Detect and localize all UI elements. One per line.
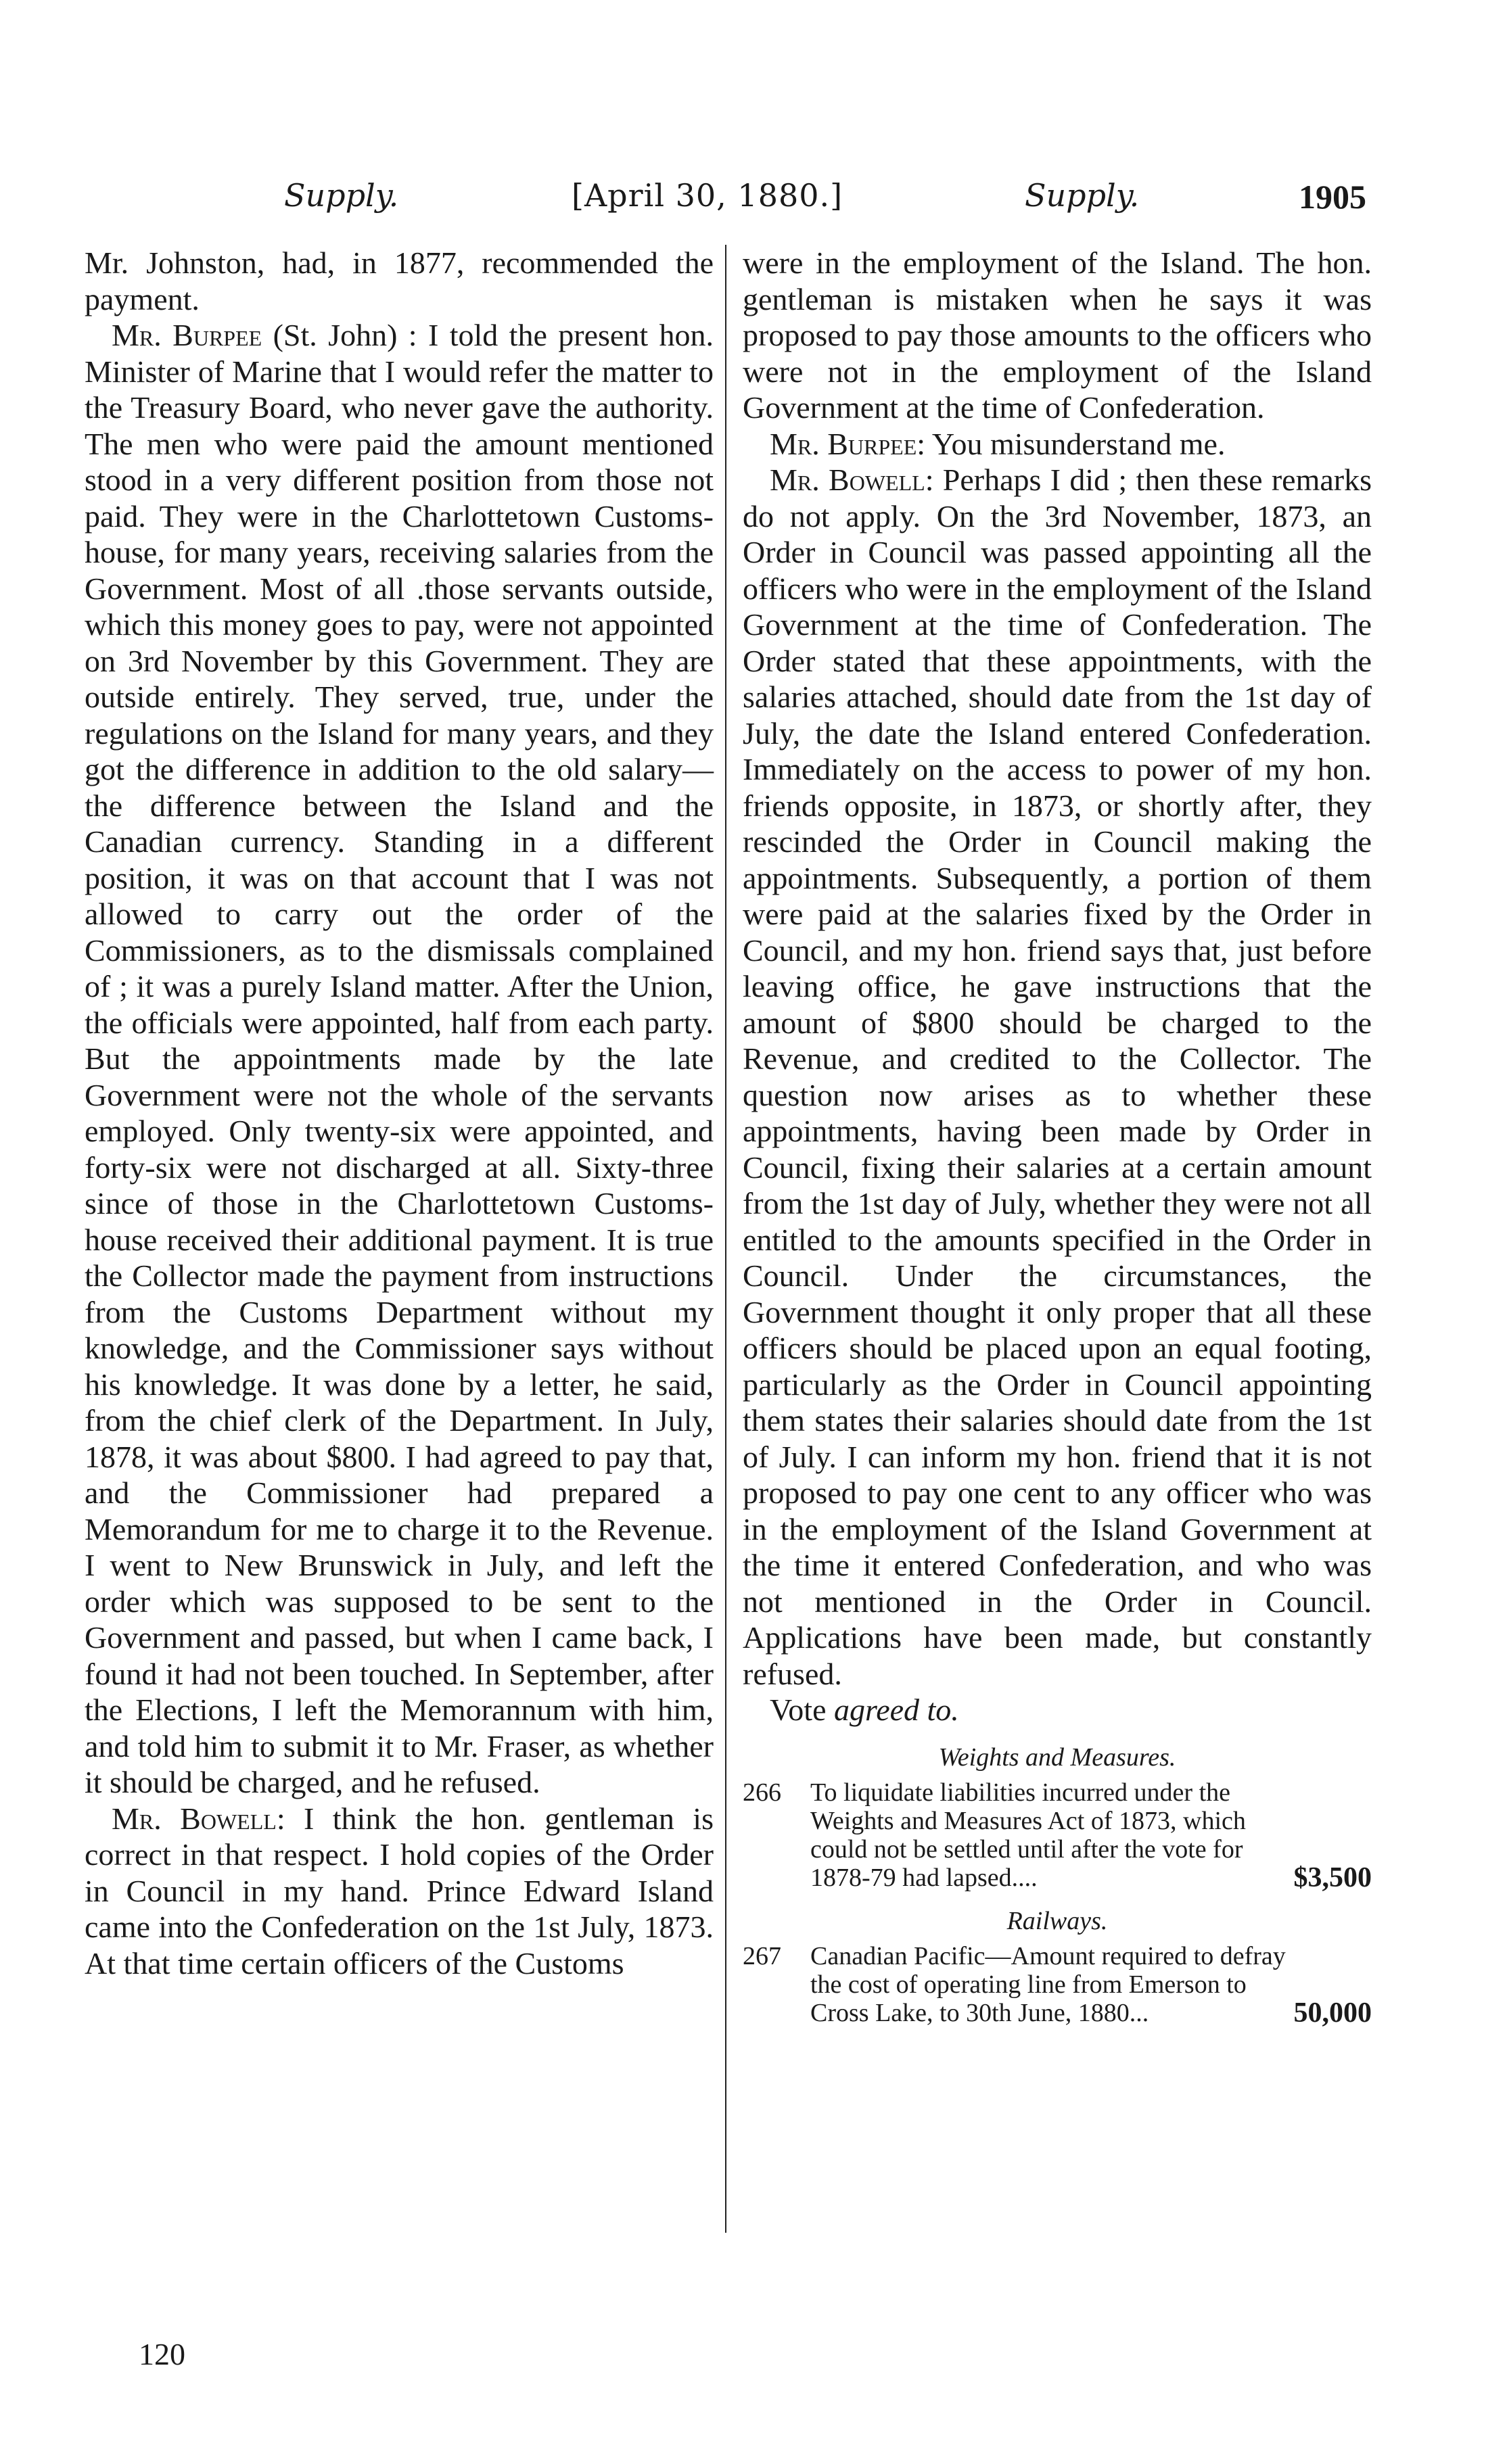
item-number: 266	[743, 1778, 781, 1807]
left-paragraph-3	[85, 1801, 714, 1982]
page-number: 1905	[1299, 178, 1366, 216]
speaker-name: Mr. Bowell	[112, 1801, 277, 1836]
right-paragraph-1: were in the employment of the Island. The hon. gentleman is mistaken when he says it was proposed to pay those amounts to the officers who were not in the employment of the Island Government at the time of Confederation.	[743, 245, 1372, 425]
item-amount: $3,500	[1293, 1862, 1372, 1893]
item-amount: 50,000	[1293, 1997, 1372, 2029]
section-heading-railways: Railways.	[1006, 1906, 1108, 1935]
left-paragraph-1: Mr. Johnston, had, in 1877, recommended the payment.	[85, 245, 714, 316]
vote-line	[743, 1692, 1372, 1728]
speaker-name: Mr. Burpee	[112, 318, 262, 352]
speech-text: : I think the hon. gentleman is correct in that respect. I hold copies of the Order in Council in my hand. Prince Edward Island came into the Confederation on the 1st July, 1873. At that time certain officers of the Customs	[85, 1801, 714, 1981]
speech-text: (St. John) : I told the present hon. Minister of Marine that I would refer the matter to the Treasury Board, who never gave the authority. The men who were paid the amount mentioned stood in a very different position from those not paid. They were in the Charlottetown Customs-house, for many years, receiving salaries from the Government. Most of all .those servants outside, which this money goes to pay, were not appointed on 3rd November by this Government. They are outside entirely. They served, true, under the regulations on the Island for many years, and they got the difference in addition to the old salary—the difference between the Island and the Canadian currency. Standing in a different position, it was on that account that I was not allowed to carry out the order of the Commissioners, as to the dismissals complained of ; it was a purely Island matter. After the Union, the officials were appointed, half from each party. But the appointments made by the late Government were not the whole of the servants employed. Only twenty-six were appointed, and forty-six were not discharged at all. Sixty-three since of those in the Charlottetown Customs-house received their additional payment. It is true the Collector made the payment from instructions from the Customs Department without my knowledge, and the Commissioner says without his knowledge. It was done by a letter, he said, from the chief clerk of the Department. In July, 1878, it was about $800. I had agreed to pay that, and the Commissioner had prepared a Memorandum for me to charge it to the Revenue. I went to New Brunswick in July, and left the order which was supposed to be sent to the Government and passed, but when I came back, I found it had not been touched. In September, after the Elections, I left the Memorannum with him, and told him to submit it to Mr. Fraser, as whether it should be charged, and he refused.	[85, 318, 714, 1799]
speaker-name: Mr. Burpee	[770, 426, 917, 461]
item-description: To liquidate liabilities incurred under the Weights and Measures Act of 1873, which could not be settled until after the vote for 1878-79 had lapsed....	[810, 1778, 1246, 1892]
right-column	[743, 245, 1372, 2027]
right-paragraph-2	[743, 426, 1372, 463]
running-head-right: Supply.	[1025, 177, 1140, 214]
running-head-left: Supply.	[284, 177, 399, 214]
left-paragraph-2	[85, 317, 714, 1801]
speech-text: : You misunderstand me.	[917, 426, 1226, 461]
signature-number: 120	[139, 2337, 185, 2371]
speech-text: : Perhaps I did ; then these remarks do not apply. On the 3rd November, 1873, an Order in Council was passed appointing all the officers who were in the employment of the Island Government at the time of Confederation. The Order stated that these appointments, with the salaries attached, should date from the 1st day of July, the date the Island entered Confederation. Immediately on the access to power of my hon. friends opposite, in 1873, or shortly after, they rescinded the Order in Council making the appointments. Subsequently, a portion of them were paid at the salaries fixed by the Order in Council, and my hon. friend says that, just before leaving office, he gave instructions that the amount of $800 should be charged to the Revenue, and credited to the Collector. The question now arises as to whether these appointments, having been made by Order in Council, fixing their salaries at a certain amount from the 1st day of July, whether they were not all entitled to the amounts specified in the Order in Council. Under the circumstances, the Government thought it only proper that all these officers should be placed upon an equal footing, particularly as the Order in Council appointing them states their salaries should date from the 1st of July. I can inform my hon. friend that it is not proposed to pay one cent to any officer who was in the employment of the Island Government at the time it entered Confederation, and who was not mentioned in the Order in Council. Applications have been made, but constantly refused.	[743, 463, 1372, 1691]
running-head-date: [April 30, 1880.]	[572, 177, 843, 214]
vote-prefix: Vote	[770, 1692, 834, 1727]
supply-item-267	[743, 1942, 1372, 2027]
supply-item-266	[743, 1778, 1372, 1892]
item-description: Canadian Pacific—Amount required to defray the cost of operating line from Emerson to Cross Lake, to 30th June, 1880...	[810, 1941, 1286, 2027]
section-heading-weights: Weights and Measures.	[938, 1743, 1176, 1772]
column-divider	[725, 245, 726, 2233]
vote-result: agreed to.	[834, 1692, 959, 1727]
item-number: 267	[743, 1941, 781, 1970]
speaker-name: Mr. Bowell	[770, 463, 925, 497]
left-column	[85, 245, 714, 1981]
right-paragraph-3	[743, 462, 1372, 1692]
